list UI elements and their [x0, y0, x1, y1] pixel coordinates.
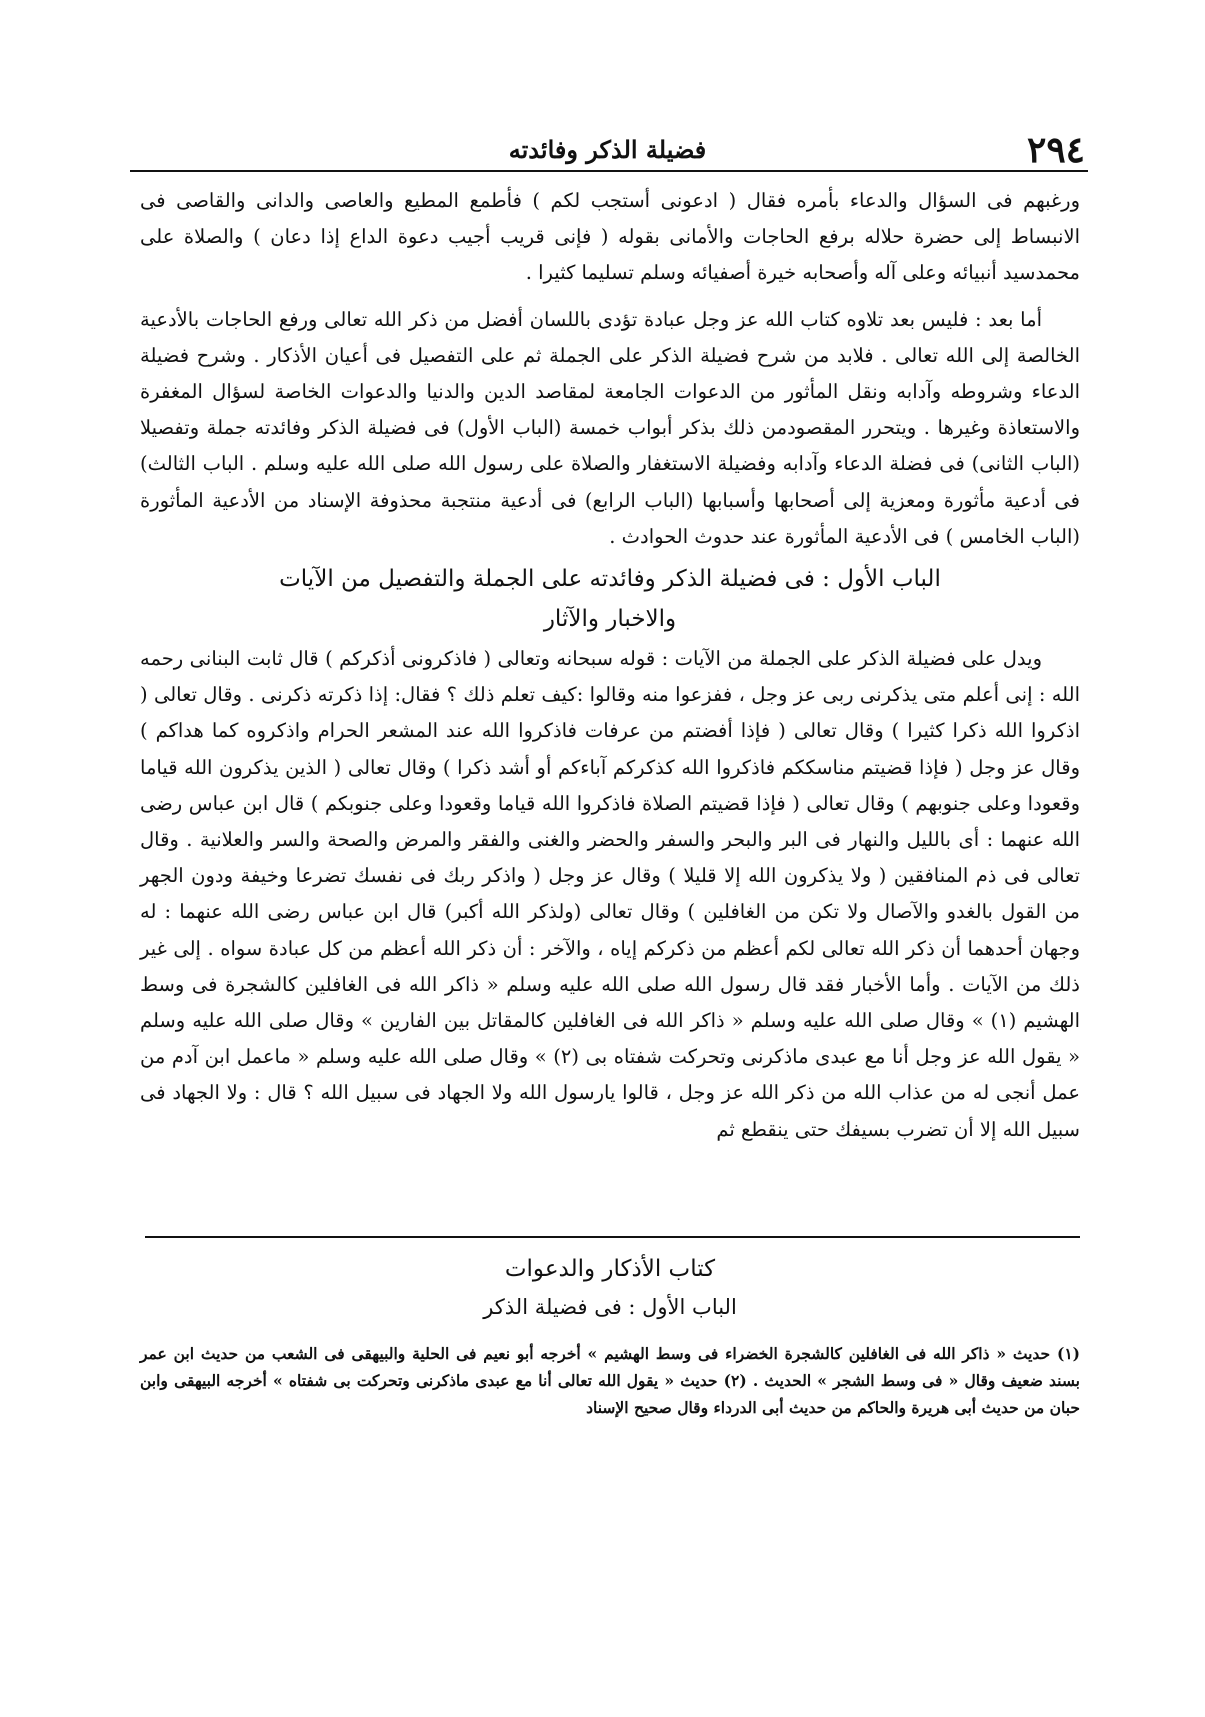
header-rule [130, 170, 1088, 172]
footnote-text: (١) حديث « ذاكر الله فى الغافلين كالشجرة الخضراء فى وسط الهشيم » أخرجه أبو نعيم فى الحلية والبيهقى فى الشعب من حديث ابن عمر بسند ضعيف وقال « فى وسط الشجر » الحديث . (٢) حديث « يقول الله تعالى أنا مع عبدى ماذكرنى وتحركت بى شفتاه » أخرجه البيهقى وابن حبان من حديث أبى هريرة والحاكم من حديث أبى الدرداء وقال صحيح الإسناد [140, 1344, 1080, 1417]
opening-paragraph: ورغبهم فى السؤال والدعاء بأمره فقال ( ادعونى أستجب لكم ) فأطمع المطيع والعاصى والدانى والقاصى فى الانبساط إلى حضرة حلاله برفع الحاجات والأمانى بقوله ( فإنى قريب أجيب دعوة الداع إذا دعان ) والصلاة على محمدسيد أنبيائه وعلى آله وأصحابه خيرة أصفيائه وسلم تسليما كثيرا . [140, 189, 1080, 285]
page-header [130, 130, 1085, 170]
footnotes [140, 1340, 1080, 1421]
chapter-heading-line-2: والاخبار والآثار [543, 606, 677, 633]
chapter-heading-line-1: الباب الأول : فى فضيلة الذكر وفائدته على الجملة والتفصيل من الآيات [279, 566, 941, 593]
main-text [140, 183, 1080, 1148]
intro-paragraph: أما بعد : فليس بعد تلاوه كتاب الله عز وجل عبادة تؤدى باللسان أفضل من ذكر الله تعالى ورفع الحاجات بالأدعية الخالصة إلى الله تعالى . فلابد من شرح فضيلة الذكر على الجملة ثم على التفصيل فى أعيان الأذكار . وشرح فضيلة الدعاء وشروطه وآدابه ونقل المأثور من الدعوات الجامعة لمقاصد الدين والدنيا والدعوات الخاصة لسؤال المغفرة والاستعاذة وغيرها . ويتحرر المقصودمن ذلك بذكر أبواب خمسة (الباب الأول) فى فضيلة الذكر وفائدته جملة وتفصيلا (الباب الثانى) فى فضلة الدعاء وآدابه وفضيلة الاستغفار والصلاة على رسول الله صلى الله عليه وسلم . الباب الثالث) فى أدعية مأثورة ومعزية إلى أصحابها وأسبابها (الباب الرابع) فى أدعية منتجبة محذوفة الإسناد من الأدعية المأثورة (الباب الخامس ) فى الأدعية المأثورة عند حدوث الحوادث . [140, 307, 1080, 548]
running-title: فضيلة الذكر وفائدته [508, 135, 707, 164]
section-title: الباب الأول : فى فضيلة الذكر [483, 1295, 737, 1319]
page-number: ٢٩٤ [1026, 129, 1085, 171]
book-title: كتاب الأذكار والدعوات [504, 1256, 716, 1282]
chapter-heading [140, 559, 1080, 639]
chapter-paragraph: ويدل على فضيلة الذكر على الجملة من الآيات : قوله سبحانه وتعالى ( فاذكرونى أذكركم ) قال ثابت البنانى رحمه الله : إنى أعلم متى يذكرنى ربى عز وجل ، ففزعوا منه وقالوا :كيف تعلم ذلك ؟ فقال: إذا ذكرته ذكرنى . وقال تعالى ( اذكروا الله ذكرا كثيرا ) وقال تعالى ( فإذا أفضتم من عرفات فاذكروا الله عند المشعر الحرام واذكروه كما هداكم ) وقال عز وجل ( فإذا قضيتم مناسككم فاذكروا الله كذكركم آباءكم أو أشد ذكرا ) وقال تعالى ( الذين يذكرون الله قياما وقعودا وعلى جنوبهم ) وقال تعالى ( فإذا قضيتم الصلاة فاذكروا الله قياما وقعودا وعلى جنوبكم ) قال ابن عباس رضى الله عنهما : أى بالليل والنهار فى البر والبحر والسفر والحضر والغنى والفقر والمرض والصحة والسر والعلانية . وقال تعالى فى ذم المنافقين ( ولا يذكرون الله إلا قليلا ) وقال عز وجل ( واذكر ربك فى نفسك تضرعا وخيفة ودون الجهر من القول بالغدو والآصال ولا تكن من الغافلين ) وقال تعالى (ولذكر الله أكبر) قال ابن عباس رضى الله عنهما : له وجهان أحدهما أن ذكر الله تعالى لكم أعظم من ذكركم إياه ، والآخر : أن ذكر الله أعظم من كل عبادة سواه . إلى غير ذلك من الآيات . وأما الأخبار فقد قال رسول الله صلى الله عليه وسلم « ذاكر الله فى الغافلين كالشجرة فى وسط الهشيم (١) » وقال صلى الله عليه وسلم « ذاكر الله فى الغافلين كالمقاتل بين الفارين » وقال صلى الله عليه وسلم « يقول الله عز وجل أنا مع عبدى ماذكرنى وتحركت شفتاه بى (٢) » وقال صلى الله عليه وسلم « ماعمل ابن آدم من عمل أنجى له من عذاب الله من ذكر الله عز وجل ، قالوا يارسول الله ولا الجهاد فى سبيل الله ؟ قال : ولا الجهاد فى سبيل الله إلا أن تضرب بسيفك حتى ينقطع ثم [140, 647, 1081, 1141]
footnote-rule [145, 1236, 1080, 1238]
